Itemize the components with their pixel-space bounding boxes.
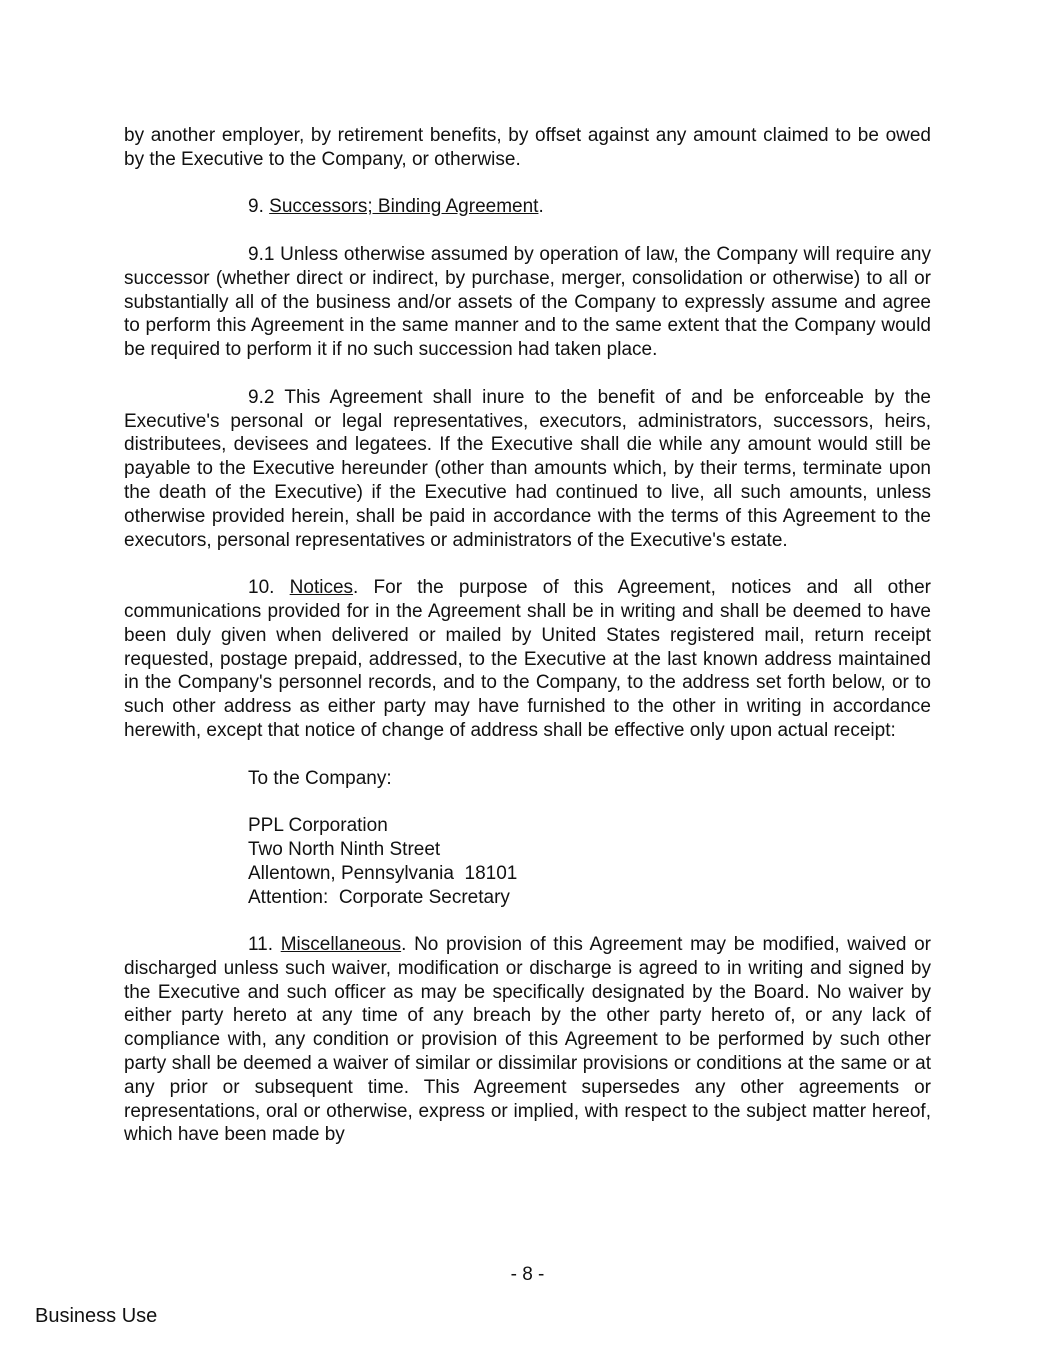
address-line-street: Two North Ninth Street: [248, 838, 441, 860]
section-11-body: . No provision of this Agreement may be modified, waived or discharged unless such waiver, modification or discharge is agreed to in writing and signed by the Executive and such officer as may be specifically designated by the Board. No waiver by either party hereto at any time of any breach by the other party hereto of, or any lack of compliance with, any condition or provision of this Agreement to be performed by such other party shall be deemed a waiver of similar or dissimilar provisions or conditions at the same or at any prior or subsequent time. This Agreement supersedes any other agreements or representations, oral or otherwise, express or implied, with respect to the subject matter hereof, which have been made by: [124, 934, 931, 1146]
footer-classification-label: Business Use: [35, 1305, 158, 1327]
section-11-paragraph: [124, 933, 931, 1147]
section-10-title: Notices: [289, 577, 354, 599]
to-the-company-label: To the Company:: [248, 767, 392, 789]
section-11-title: Miscellaneous: [280, 934, 402, 956]
section-11-number: 11.: [248, 934, 274, 956]
address-line-attention: Attention: Corporate Secretary: [248, 886, 510, 908]
section-9-title-punct: .: [538, 196, 544, 218]
section-10-body: . For the purpose of this Agreement, notices and all other communications provided for in the Agreement shall be in writing and shall be deemed to have been duly given when delivered or mailed by United States registered mail, return receipt requested, postage prepaid, addressed, to the Executive at the last known address maintained in the Company's personnel records, and to the Company, to the address set forth below, or to such other address as either party may have furnished to the other in writing in accordance herewith, except that notice of change of address shall be effective only upon actual receipt:: [124, 577, 931, 741]
section-9-1-paragraph: 9.1 Unless otherwise assumed by operation of law, the Company will require any successor (whether direct or indirect, by purchase, merger, consolidation or otherwise) to all or substantially all of the business and/or assets of the Company to expressly assume and agree to perform this Agreement in the same manner and to the same extent that the Company would be required to perform it if no such succession had taken place.: [124, 243, 931, 361]
address-line-company: PPL Corporation: [248, 815, 388, 837]
section-9-heading: [124, 195, 931, 219]
document-body: [124, 124, 931, 1171]
section-9-2-paragraph: 9.2 This Agreement shall inure to the benefit of and be enforceable by the Executive's personal or legal representatives, executors, administrators, successors, heirs, distributees, devisees and legatees. If the Executive shall die while any amount would still be payable to the Executive hereunder (other than amounts which, by their terms, terminate upon the death of the Executive) if the Executive had continued to live, all such amounts, unless otherwise provided herein, shall be paid in accordance with the terms of this Agreement to the executors, personal representatives or administrators of the Executive's estate.: [124, 386, 931, 551]
company-address-block: [124, 814, 931, 909]
address-line-city: Allentown, Pennsylvania 18101: [248, 862, 518, 884]
section-9-title: Successors; Binding Agreement: [269, 196, 539, 218]
section-10-number: 10.: [248, 577, 275, 599]
paragraph-continuation: by another employer, by retirement benefits, by offset against any amount claimed to be owed by the Executive to the Company, or otherwise.: [124, 125, 931, 170]
section-10-paragraph: [124, 576, 931, 743]
page-number: - 8 -: [510, 1264, 545, 1285]
section-9-number: 9.: [248, 196, 264, 218]
